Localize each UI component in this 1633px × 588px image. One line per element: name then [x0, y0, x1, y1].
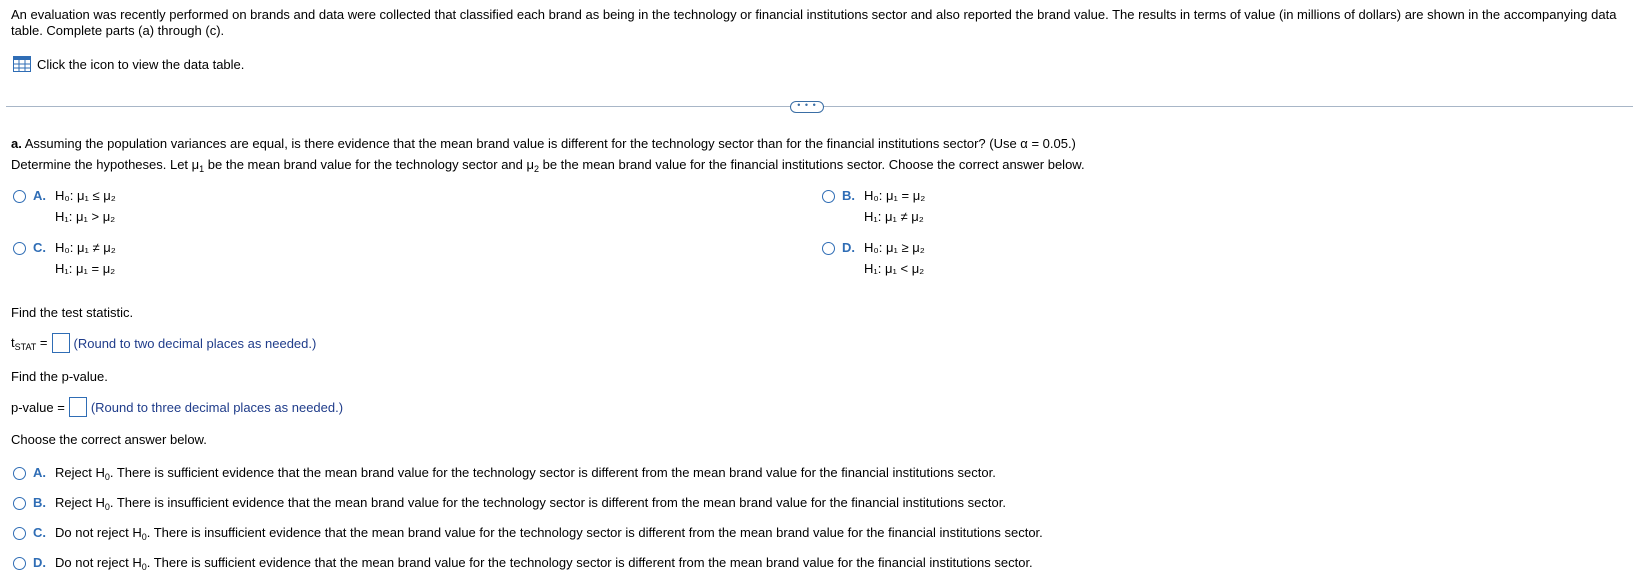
- alternative-hypothesis: H₁: μ₁ > μ₂: [55, 209, 116, 224]
- option-letter: D.: [842, 240, 855, 255]
- pvalue-hint: (Round to three decimal places as needed.): [90, 399, 344, 415]
- option-letter: B.: [842, 188, 855, 203]
- null-hypothesis: H₀: μ₁ ≤ μ₂: [55, 188, 116, 203]
- expand-button[interactable]: • • •: [790, 101, 824, 113]
- null-hypothesis: H₀: μ₁ ≥ μ₂: [864, 240, 925, 255]
- radio-button[interactable]: [822, 242, 835, 255]
- test-statistic-row: [11, 333, 316, 353]
- h0-subscript: 0: [141, 532, 147, 542]
- option-letter: A.: [33, 465, 46, 480]
- option-letter: A.: [33, 188, 46, 203]
- data-table-icon[interactable]: [13, 56, 31, 72]
- h0-subscript: 0: [141, 562, 147, 572]
- decision-post: . There is insufficient evidence that the mean brand value for the technology sector is different from the mean brand value for the financial institutions sector.: [146, 525, 1043, 540]
- decision-post: . There is insufficient evidence that the mean brand value for the technology sector is different from the mean brand value for the financial institutions sector.: [109, 495, 1006, 510]
- decision-pre: Do not reject H: [55, 525, 142, 540]
- pvalue-row: [11, 397, 343, 417]
- option-letter: D.: [33, 555, 46, 570]
- radio-button[interactable]: [13, 497, 26, 510]
- hypothesis-option-c[interactable]: [13, 240, 116, 279]
- h0-subscript: 0: [104, 502, 110, 512]
- decision-pre: Reject H: [55, 465, 105, 480]
- decision-post: . There is sufficient evidence that the mean brand value for the technology sector is different from the mean brand value for the financial institutions sector.: [109, 465, 996, 480]
- hypothesis-pair: [864, 185, 925, 227]
- pvalue-prompt: Find the p-value.: [11, 369, 108, 384]
- hypothesis-pair: [55, 237, 116, 279]
- h0-subscript: 0: [104, 472, 110, 482]
- view-data-table-label[interactable]: Click the icon to view the data table.: [37, 56, 245, 72]
- tstat-label-main: t: [11, 334, 15, 350]
- tstat-label-eq: =: [36, 334, 48, 350]
- alternative-hypothesis: H₁: μ₁ = μ₂: [55, 261, 116, 276]
- view-data-table-link[interactable]: [13, 56, 244, 72]
- part-a-label: a.: [11, 136, 22, 151]
- decision-text: [55, 465, 996, 482]
- option-letter: B.: [33, 495, 46, 510]
- decision-post: . There is sufficient evidence that the mean brand value for the technology sector is different from the mean brand value for the financial institutions sector.: [146, 555, 1033, 570]
- alternative-hypothesis: H₁: μ₁ ≠ μ₂: [864, 209, 924, 224]
- radio-button[interactable]: [822, 190, 835, 203]
- null-hypothesis: H₀: μ₁ ≠ μ₂: [55, 240, 116, 255]
- pvalue-label: p-value =: [11, 399, 65, 415]
- part-a-question: [11, 136, 1076, 151]
- problem-intro: An evaluation was recently performed on brands and data were collected that classified each brand as being in the technology or financial institutions sector and also reported the brand value. The results in terms of value (in millions of dollars) are shown in the accompanying data table. Complete parts (a) through (c).: [11, 7, 1617, 38]
- radio-button[interactable]: [13, 190, 26, 203]
- decision-option-d[interactable]: [13, 555, 1033, 572]
- tstat-label-sub: STAT: [14, 341, 37, 352]
- alternative-hypothesis: H₁: μ₁ < μ₂: [864, 261, 925, 276]
- option-letter: C.: [33, 525, 46, 540]
- decision-option-a[interactable]: [13, 465, 996, 482]
- mu-subscript-2: 2: [533, 164, 539, 174]
- decision-pre: Do not reject H: [55, 555, 142, 570]
- option-letter: C.: [33, 240, 46, 255]
- radio-button[interactable]: [13, 242, 26, 255]
- decision-option-b[interactable]: [13, 495, 1006, 512]
- decision-text: [55, 525, 1043, 542]
- tstat-hint: (Round to two decimal places as needed.): [73, 335, 317, 351]
- hypothesis-option-b[interactable]: [822, 188, 925, 227]
- hypothesis-option-a[interactable]: [13, 188, 116, 227]
- instruction-part-3: be the mean brand value for the financial institutions sector. Choose the correct answer below.: [539, 157, 1085, 172]
- radio-button[interactable]: [13, 557, 26, 570]
- decision-option-c[interactable]: [13, 525, 1043, 542]
- radio-button[interactable]: [13, 527, 26, 540]
- pvalue-input[interactable]: [69, 397, 87, 417]
- decision-prompt: Choose the correct answer below.: [11, 432, 207, 447]
- hypothesis-option-d[interactable]: [822, 240, 925, 279]
- hypothesis-pair: [55, 185, 116, 227]
- decision-text: [55, 495, 1006, 512]
- mu-subscript-1: 1: [199, 164, 205, 174]
- tstat-label: [11, 335, 48, 352]
- instruction-part-1: Determine the hypotheses. Let μ: [11, 157, 200, 172]
- hypothesis-pair: [864, 237, 925, 279]
- radio-button[interactable]: [13, 467, 26, 480]
- hypotheses-instruction: [11, 157, 1085, 174]
- instruction-part-2: be the mean brand value for the technology sector and μ: [204, 157, 534, 172]
- decision-pre: Reject H: [55, 495, 105, 510]
- decision-text: [55, 555, 1033, 572]
- null-hypothesis: H₀: μ₁ = μ₂: [864, 188, 926, 203]
- tstat-input[interactable]: [52, 333, 70, 353]
- part-a-question-text: Assuming the population variances are equal, is there evidence that the mean brand value is different for the technology sector than for the financial institutions sector? (Use α = 0.05.): [24, 136, 1076, 151]
- test-statistic-prompt: Find the test statistic.: [11, 305, 134, 320]
